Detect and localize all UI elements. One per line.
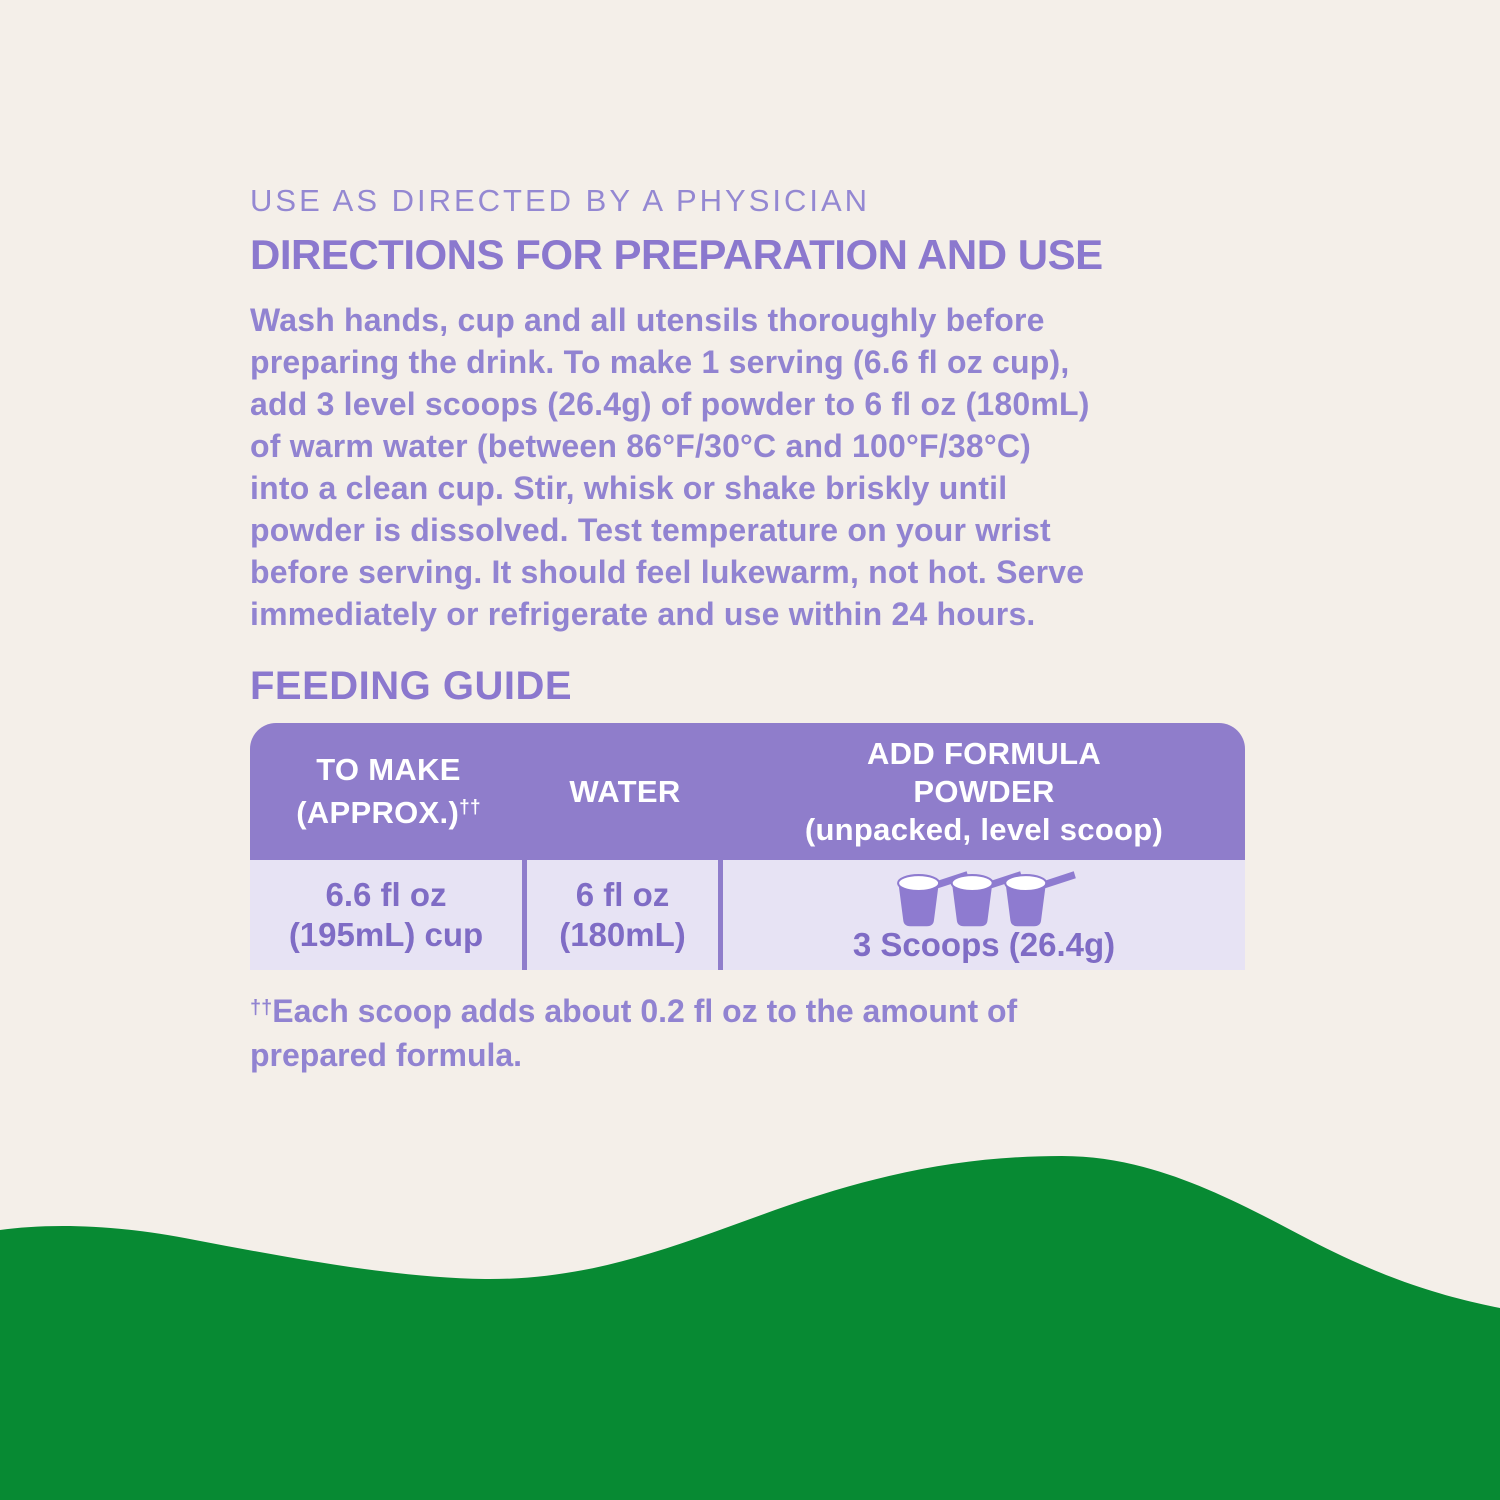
header-add-formula-powder: ADD FORMULA POWDER (unpacked, level scoop) — [804, 735, 1164, 847]
scoop-icon — [1005, 875, 1046, 926]
dagger-marker: †† — [250, 997, 273, 1019]
header-to-make-line2: (APPROX.)†† — [296, 795, 481, 830]
directions-paragraph — [250, 299, 1250, 635]
footnote — [250, 986, 1250, 1077]
dagger-marker: †† — [459, 797, 481, 818]
header-to-make-line1: TO MAKE — [316, 752, 461, 787]
green-wave-graphic — [0, 1100, 1500, 1500]
header-to-make — [250, 723, 527, 860]
header-water: WATER — [569, 773, 681, 809]
cell-to-make: 6.6 fl oz (195mL) cup — [250, 860, 527, 970]
directions-line: before serving. It should feel lukewarm, not hot. Serve — [250, 554, 1085, 590]
physician-note: USE AS DIRECTED BY A PHYSICIAN — [250, 183, 871, 218]
feeding-guide-table — [250, 723, 1245, 970]
feeding-guide-title: FEEDING GUIDE — [250, 664, 573, 708]
directions-line: Wash hands, cup and all utensils thoroughly before — [250, 302, 1045, 338]
cell-powder — [723, 860, 1245, 970]
feeding-table-data-row — [250, 860, 1245, 970]
directions-line: powder is dissolved. Test temperature on your wrist — [250, 512, 1051, 548]
directions-title: DIRECTIONS FOR PREPARATION AND USE — [250, 231, 1103, 278]
directions-line: into a clean cup. Stir, whisk or shake briskly until — [250, 470, 1008, 506]
feeding-table-header-row — [250, 723, 1245, 860]
directions-line: add 3 level scoops (26.4g) of powder to 6 fl oz (180mL) — [250, 386, 1090, 422]
scoop-icon — [952, 875, 993, 926]
scoop-icon — [898, 875, 939, 926]
directions-line: immediately or refrigerate and use within 24 hours. — [250, 596, 1036, 632]
directions-line: preparing the drink. To make 1 serving (6.6 fl oz cup), — [250, 344, 1070, 380]
cell-water: 6 fl oz (180mL) — [527, 860, 723, 970]
scoop-icons — [853, 865, 1115, 929]
footnote-line1: ††Each scoop adds about 0.2 fl oz to the amount of — [250, 993, 1018, 1029]
footnote-line2: prepared formula. — [250, 1037, 523, 1073]
directions-line: of warm water (between 86°F/30°C and 100°F/38°C) — [250, 428, 1032, 464]
scoops-label: 3 Scoops (26.4g) — [852, 926, 1116, 963]
